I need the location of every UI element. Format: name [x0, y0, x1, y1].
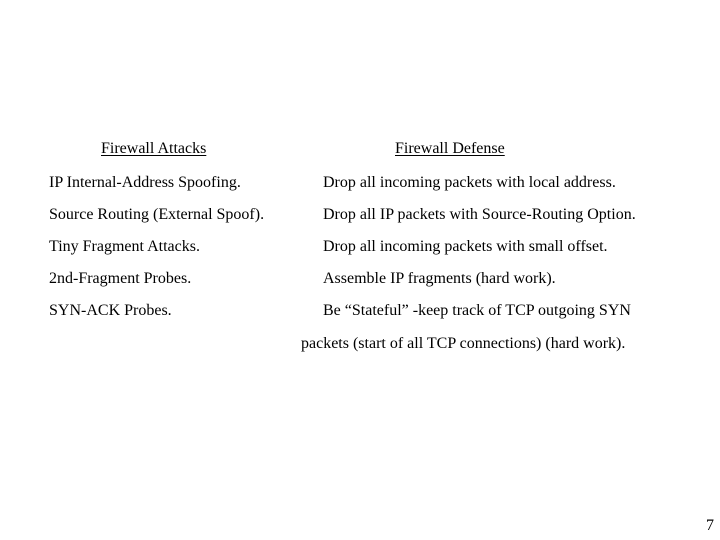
attack-item: SYN-ACK Probes. — [49, 302, 172, 319]
defense-item: Be “Stateful” -keep track of TCP outgoing SYN — [323, 302, 631, 319]
defense-item-continued: packets (start of all TCP connections) (hard work). — [301, 335, 626, 352]
attack-item: IP Internal-Address Spoofing. — [49, 174, 241, 191]
defense-item: Assemble IP fragments (hard work). — [323, 270, 556, 287]
page-number: 7 — [706, 517, 714, 534]
defense-item: Drop all incoming packets with local address. — [323, 174, 616, 191]
defense-item: Drop all IP packets with Source-Routing Option. — [323, 206, 636, 223]
attacks-header-label: Firewall Attacks — [101, 140, 207, 157]
defense-item: Drop all incoming packets with small offset. — [323, 238, 608, 255]
defense-column-header: Firewall Defense — [395, 140, 505, 157]
attack-item: 2nd-Fragment Probes. — [49, 270, 192, 287]
attack-item: Source Routing (External Spoof). — [49, 206, 265, 223]
attack-item: Tiny Fragment Attacks. — [49, 238, 200, 255]
attacks-column-header — [30, 139, 220, 159]
